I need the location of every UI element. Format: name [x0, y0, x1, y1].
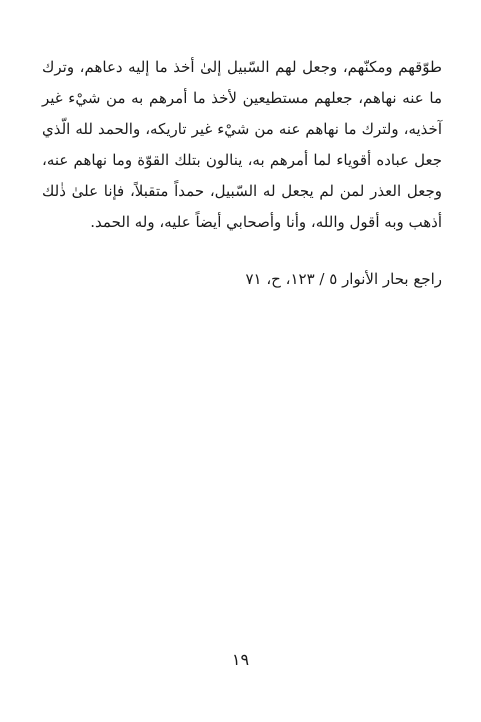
body-line-2: ما عنه نهاهم، جعلهم مستطيعين لأخذ ما أمرهم به من شيْء غير	[42, 89, 442, 107]
reference-note: راجع بحار الأنوار ٥ / ١٢٣، ح، ٧١	[245, 270, 442, 288]
body-text	[42, 52, 442, 238]
page-number: ١٩	[231, 650, 250, 669]
body-line-4: جعل عباده أقوياء لما أمرهم به، ينالون بتلك القوّة وما نهاهم عنه،	[42, 151, 442, 169]
body-line-5: وجعل العذر لمن لم يجعل له السّبيل، حمداً متقبلاً، فإنا علىٰ ذٰلك	[42, 182, 442, 200]
body-line-1: طوّقهم ومكنّهم، وجعل لهم السّبيل إلىٰ أخذ ما إليه دعاهم، وترك	[42, 58, 442, 76]
body-line-3: آخذيه، ولترك ما نهاهم عنه من شيْء غير تاريكه، والحمد لله الّذي	[42, 120, 442, 138]
body-line-6: أذهب وبه أقول والله، وأنا وأصحابي أيضاً عليه، وله الحمد.	[90, 213, 442, 231]
